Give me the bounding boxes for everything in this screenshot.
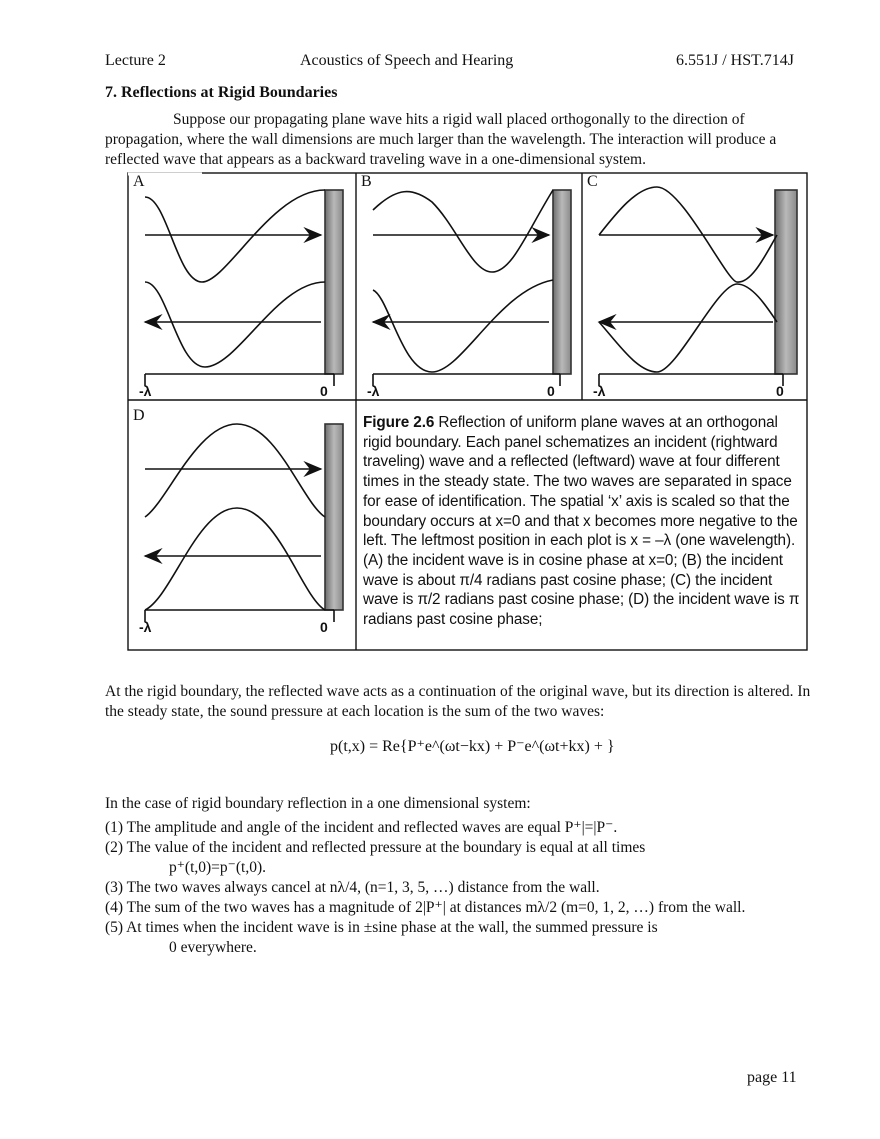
- list-item: (3) The two waves always cancel at nλ/4, (n=1, 3, 5, …) distance from the wall.: [105, 879, 600, 896]
- reflected-wave-c: [599, 284, 777, 372]
- panel-b: [373, 190, 571, 386]
- reflected-wave-d: [145, 508, 325, 610]
- wall-b: [553, 190, 571, 374]
- intro-text: Suppose our propagating plane wave hits a rigid wall placed orthogonally to the direction of propagation, where the wall dimensions are much larger than the wavelength. The interaction will produce a reflected wave that appears as a backward traveling wave in a one-dimensional system.: [105, 111, 777, 168]
- axis-label-left-b: -λ: [367, 383, 380, 399]
- intro-paragraph: [105, 110, 795, 170]
- axis-label-right-a: 0: [320, 383, 328, 399]
- list-item: (2) The value of the incident and reflected pressure at the boundary is equal at all times: [105, 839, 646, 856]
- incident-wave-d: [145, 424, 325, 517]
- list-item: p⁺(t,0)=p⁻(t,0).: [169, 859, 266, 876]
- header-course-number: 6.551J / HST.714J: [676, 52, 794, 69]
- paragraph-rigid-case: In the case of rigid boundary reflection in a one dimensional system:: [105, 795, 531, 812]
- section-title: 7. Reflections at Rigid Boundaries: [105, 84, 338, 101]
- panel-label-d: D: [133, 407, 145, 424]
- panel-label-c: C: [587, 173, 598, 190]
- axis-label-right-b: 0: [547, 383, 555, 399]
- list-item: 0 everywhere.: [169, 939, 257, 956]
- figure-caption-label: Figure 2.6: [363, 414, 435, 431]
- wall-d: [325, 424, 343, 610]
- panel-d: [145, 424, 343, 622]
- panel-label-a: A: [133, 173, 145, 190]
- panel-label-b: B: [361, 173, 372, 190]
- wall-a: [325, 190, 343, 374]
- panel-a: [128, 174, 343, 386]
- figure-caption-text: Reflection of uniform plane waves at an orthogonal rigid boundary. Each panel schematizes an incident (rightward traveling) wave and a reflected (leftward) wave at four different times in the steady state. The two waves are separated in space for ease of identification. The spatial ‘x’ axis is scaled so that the boundary occurs at x=0 and that x becomes more negative to the left. The leftmost position in each plot is x = –λ (one wavelength). (A) the incident wave is in cosine phase at x=0; (B) the incident wave is about π/4 radians past cosine phase; (C) the incident wave is π/2 radians past cosine phase; (D) the incident wave is π radians past cosine phase;: [363, 414, 800, 629]
- paragraph-boundary: At the rigid boundary, the reflected wave acts as a continuation of the original wave, but its direction is altered. In the steady state, the sound pressure at each location is the sum of the two waves:: [105, 683, 811, 720]
- pressure-equation: p(t,x) = Re{P⁺e^(ωt−kx) + P⁻e^(ωt+kx) + }: [330, 738, 615, 755]
- header-lecture: Lecture 2: [105, 52, 166, 69]
- axis-label-left-c: -λ: [593, 383, 606, 399]
- list-item: (4) The sum of the two waves has a magnitude of 2|P⁺| at distances mλ/2 (m=0, 1, 2, …) from the wall.: [105, 899, 746, 916]
- figure-caption: [363, 413, 803, 630]
- axis-label-left-a: -λ: [139, 383, 152, 399]
- wall-c: [775, 190, 797, 374]
- panel-c: [599, 187, 797, 386]
- incident-wave-a: [145, 190, 325, 282]
- incident-wave-b: [373, 190, 553, 272]
- list-item: (1) The amplitude and angle of the incident and reflected waves are equal P⁺|=|P⁻.: [105, 819, 618, 836]
- page-number: page 11: [747, 1069, 797, 1086]
- reflected-wave-b: [373, 280, 553, 372]
- axis-label-left-d: -λ: [139, 619, 152, 635]
- list-item: (5) At times when the incident wave is in ±sine phase at the wall, the summed pressure is: [105, 919, 658, 936]
- header-course-title: Acoustics of Speech and Hearing: [300, 52, 514, 69]
- axis-label-right-d: 0: [320, 619, 328, 635]
- axis-label-right-c: 0: [776, 383, 784, 399]
- properties-list: [105, 818, 835, 958]
- reflected-wave-a: [145, 282, 325, 367]
